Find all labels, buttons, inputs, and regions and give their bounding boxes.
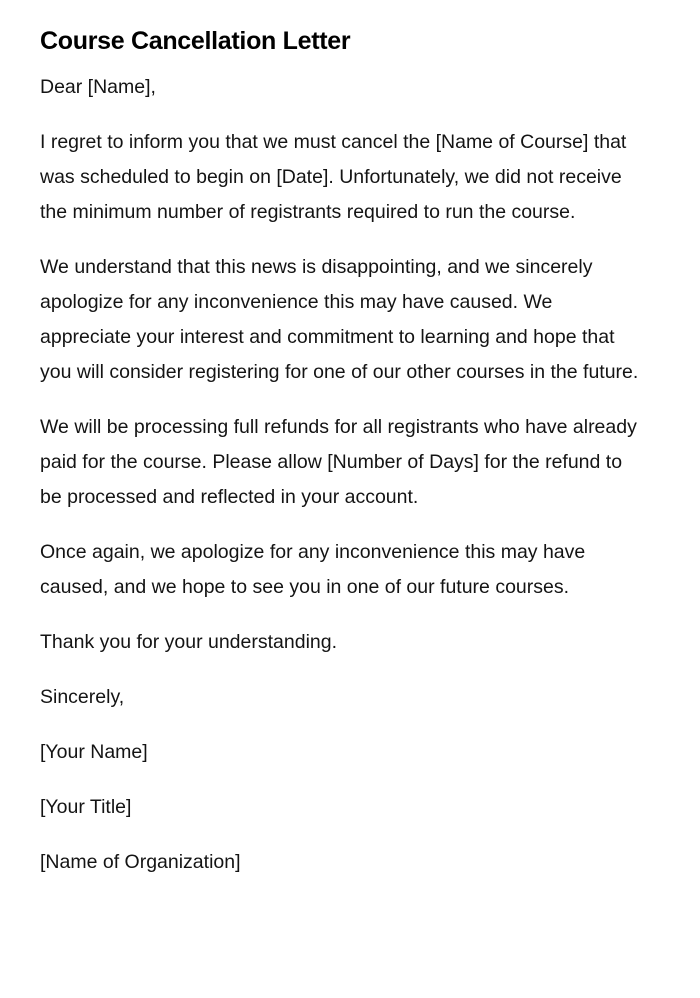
closing: Sincerely,	[40, 686, 125, 708]
letter-document	[40, 24, 640, 900]
paragraph-cancellation-notice: I regret to inform you that we must cancel the [Name of Course] that was scheduled to begin on [Date]. Unfortunately, we did not receive the minimum number of registrants required to run the course.	[40, 131, 627, 223]
letter-title: Course Cancellation Letter	[40, 27, 351, 55]
signature-name: [Your Name]	[40, 741, 148, 763]
signature-title: [Your Title]	[40, 796, 132, 818]
paragraph-thanks: Thank you for your understanding.	[40, 631, 338, 653]
paragraph-closing-apology: Once again, we apologize for any inconvenience this may have caused, and we hope to see you in one of our future courses.	[40, 541, 586, 598]
signature-organization: [Name of Organization]	[40, 851, 241, 873]
paragraph-refund: We will be processing full refunds for all registrants who have already paid for the course. Please allow [Number of Days] for the refund to be processed and reflected in your account.	[40, 416, 637, 508]
paragraph-apology: We understand that this news is disappointing, and we sincerely apologize for any inconvenience this may have caused. We appreciate your interest and commitment to learning and hope that you will consider registering for one of our other courses in the future.	[40, 256, 639, 383]
salutation: Dear [Name],	[40, 76, 156, 98]
